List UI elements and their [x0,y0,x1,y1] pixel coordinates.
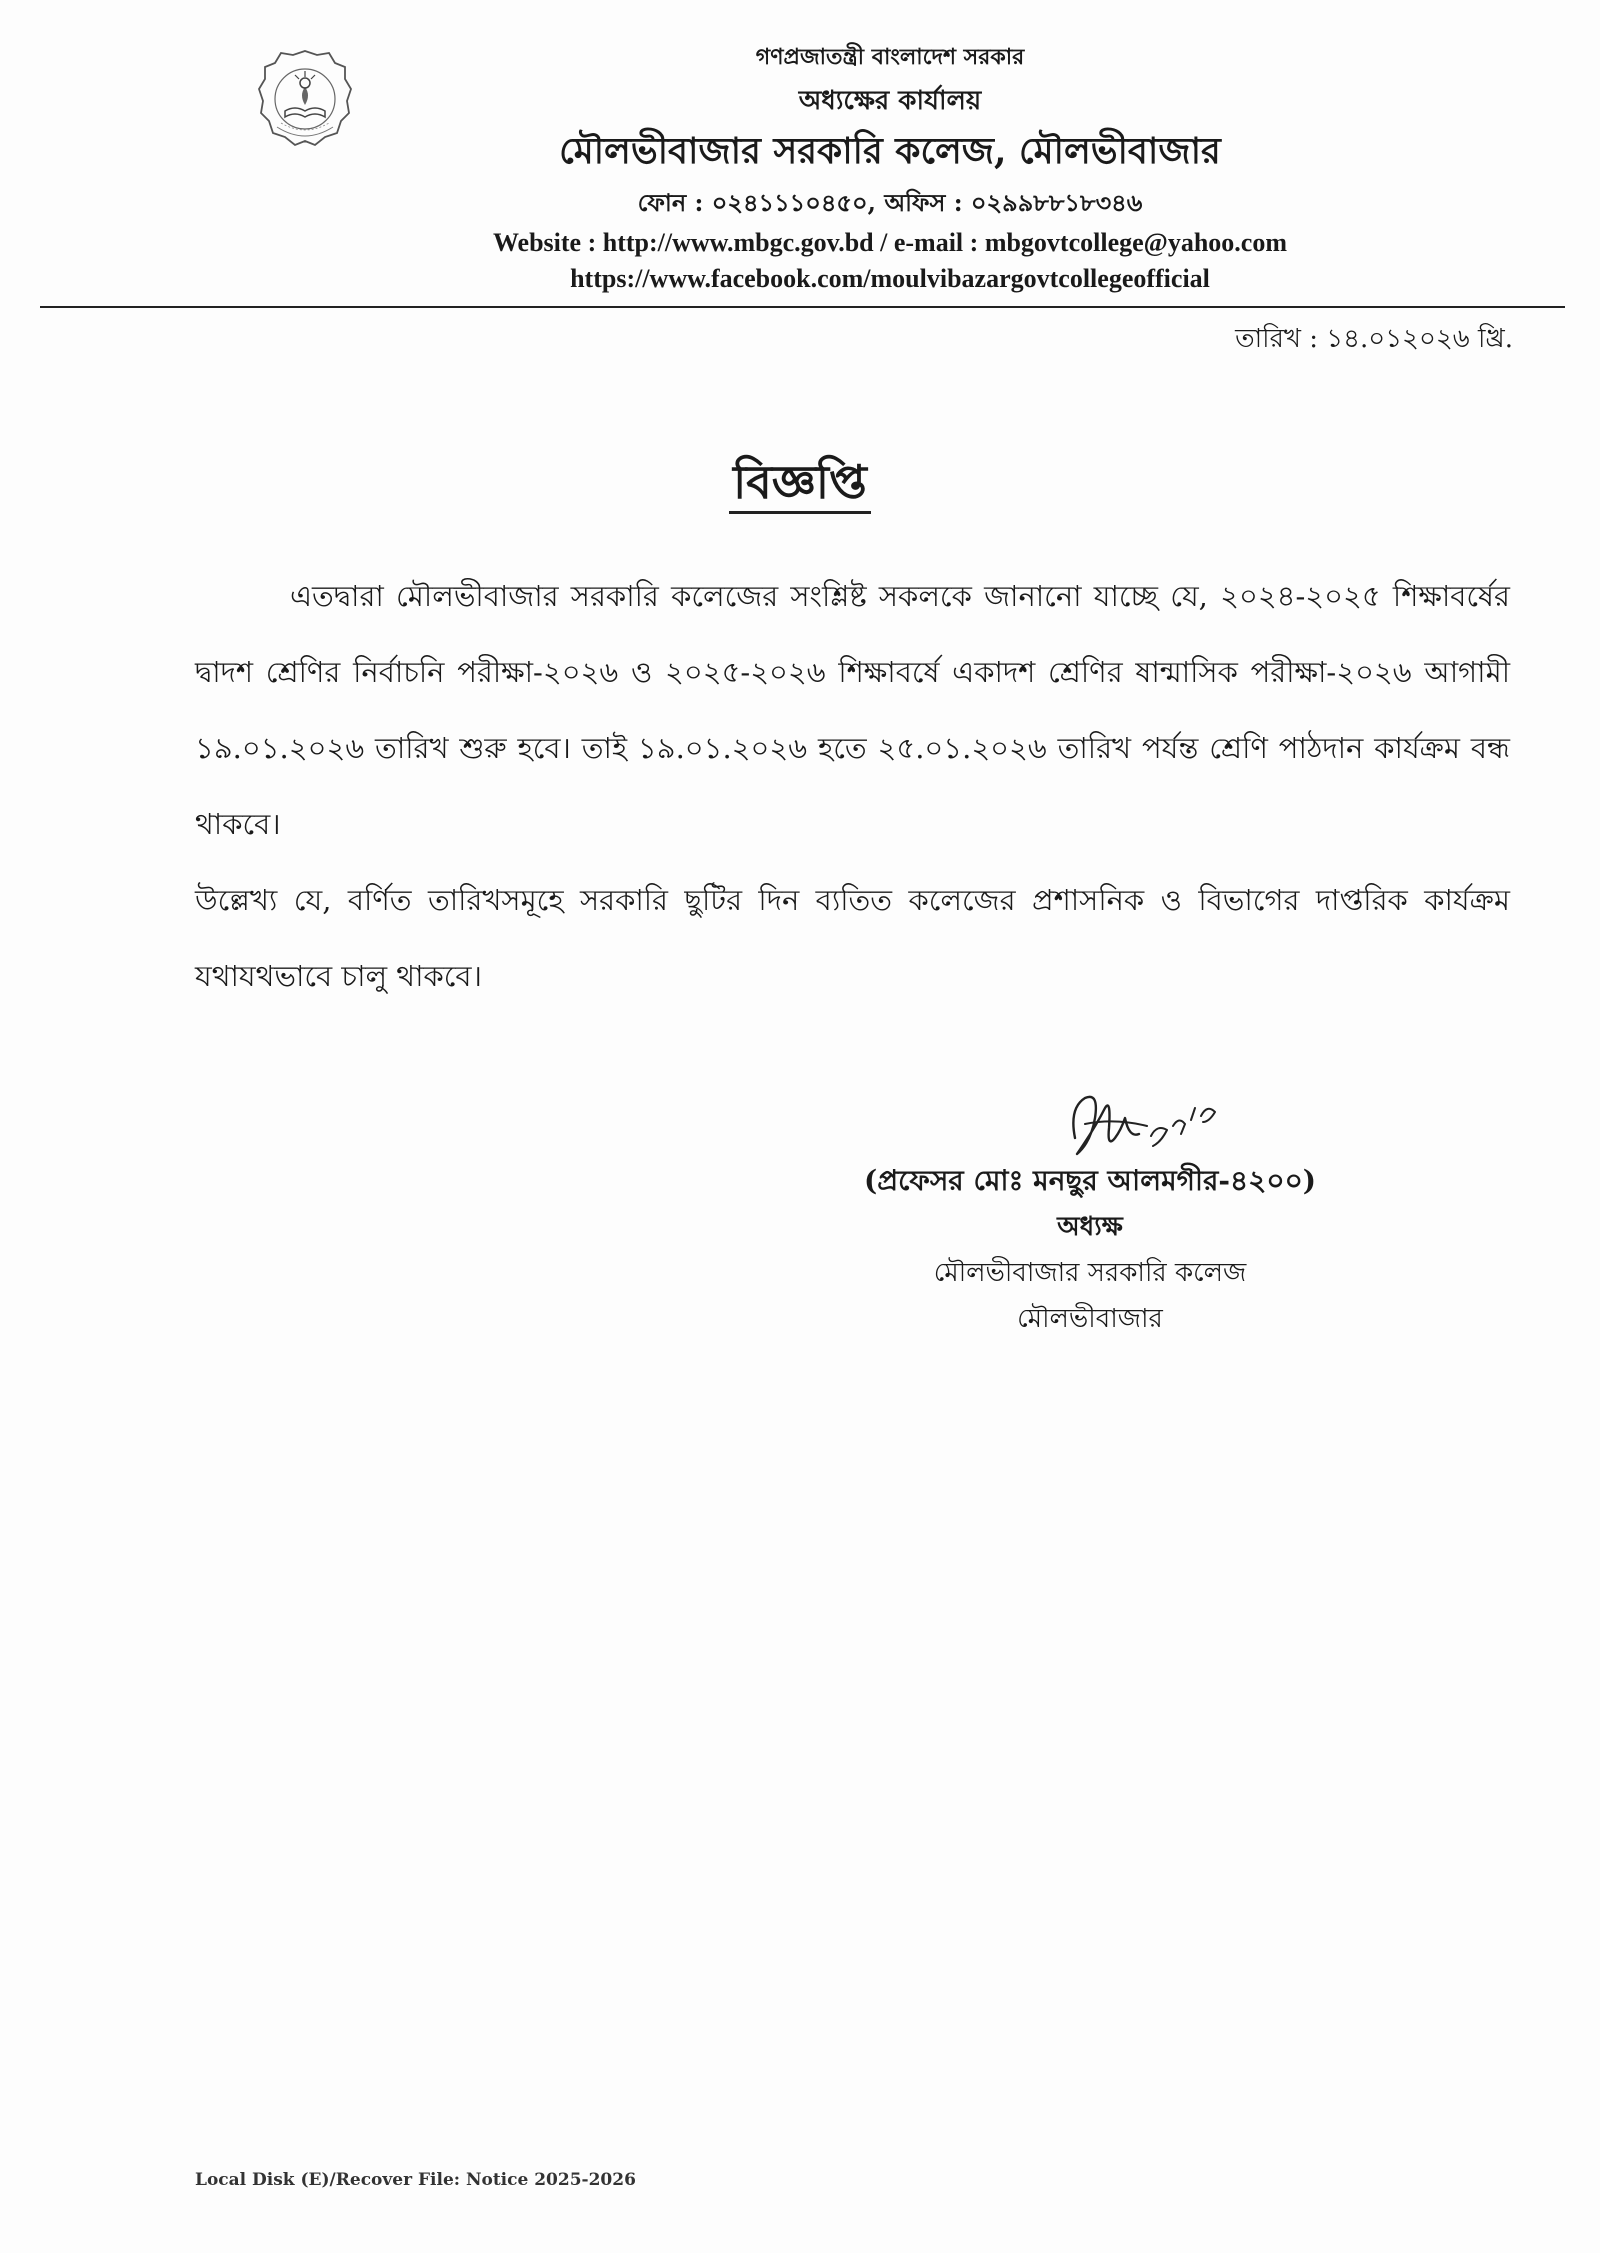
college-name: মৌলভীবাজার সরকারি কলেজ, মৌলভীবাজার [559,130,1221,172]
file-path-footer: Local Disk (E)/Recover File: Notice 2025-2026 [195,2170,636,2190]
phone-numbers: ফোন : ০২৪১১১০৪৫০, অফিস : ০২৯৯৮৮১৮৩৪৬ [637,188,1143,217]
government-name: গণপ্রজাতন্ত্রী বাংলাদেশ সরকার [755,44,1025,70]
facebook-link: https://www.facebook.com/moulvibazargovtcollegeofficial [570,264,1210,293]
body-paragraph-1: এতদ্বারা মৌলভীবাজার সরকারি কলেজের সংশ্লিষ্ট সকলকে জানানো যাচ্ছে যে, ২০২৪-২০২৫ শিক্ষাবর্ষের দ্বাদশ শ্রেণির নির্বাচনি পরীক্ষা-২০২৬ ও ২০২৫-২০২৬ শিক্ষাবর্ষে একাদশ শ্রেণির ষান্মাসিক পরীক্ষা-২০২৬ আগামী ১৯.০১.২০২৬ তারিখ শুরু হবে। তাই ১৯.০১.২০২৬ হতে ২৫.০১.২০২৬ তারিখ পর্যন্ত শ্রেণি পাঠদান কার্যক্রম বন্ধ থাকবে। [195,579,1510,841]
notice-title-text: বিজ্ঞপ্তি [729,455,871,514]
signatory-place: মৌলভীবাজার [1017,1304,1163,1334]
body-paragraph-2: উল্লেখ্য যে, বর্ণিত তারিখসমূহে সরকারি ছুটির দিন ব্যতিত কলেজের প্রশাসনিক ও বিভাগের দাপ্তরিক কার্যক্রম যথাযথভাবে চালু থাকবে। [195,883,1510,993]
website-email-line: Website : http://www.mbgc.gov.bd / e-mail : mbgovtcollege@yahoo.com [492,228,1287,257]
notice-date: তারিখ : ১৪.০১২০২৬ খ্রি. [1235,324,1513,354]
signatory-name: (প্রফেসর মোঃ মনছুর আলমগীর-৪২০০) [863,1164,1317,1197]
signatory-title: অধ্যক্ষ [1057,1212,1123,1242]
office-name: অধ্যক্ষের কার্যালয় [798,86,982,116]
notice-title [0,448,1600,524]
signature-block [830,1158,1350,1342]
signatory-organization: মৌলভীবাজার সরকারি কলেজ [933,1258,1247,1288]
notice-body [195,558,1510,1014]
header-divider [40,306,1565,308]
